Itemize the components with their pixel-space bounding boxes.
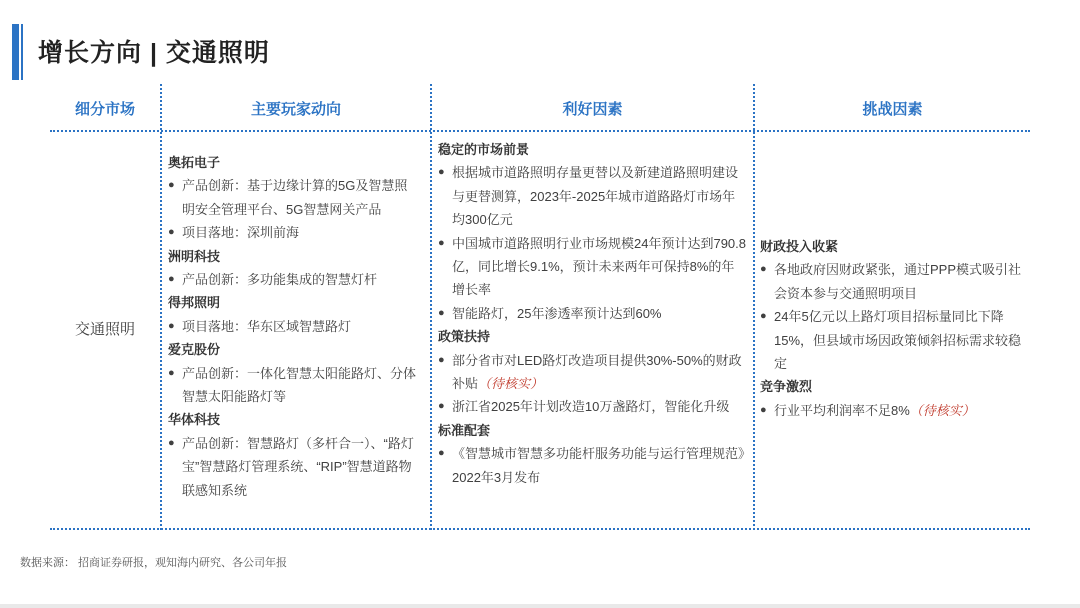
- company-name: 奥拓电子: [168, 155, 221, 170]
- list-item-text: 根据城市道路照明存量更替以及新建道路照明建设与更替测算，2023年-2025年城市道路路灯市场年均300亿元: [452, 165, 739, 228]
- list-item: [168, 221, 420, 244]
- bullet-icon: ●: [168, 436, 175, 449]
- favorable-cell: [438, 138, 746, 489]
- list-item: [438, 349, 746, 396]
- bullet-icon: ●: [168, 226, 175, 239]
- list-item-text: 项目落地：深圳前海: [182, 225, 300, 241]
- list-item-text: 产品创新：基于边缘计算的5G及智慧照明安全管理平台、5G智慧网关产品: [182, 178, 408, 217]
- footer-divider: [0, 604, 1080, 608]
- list-item-text: 浙江省2025年计划改造10万盏路灯，智能化升级: [452, 399, 730, 415]
- players-cell: [168, 151, 420, 502]
- column-header-challenges: 挑战因素: [862, 101, 923, 118]
- list-item: [168, 268, 420, 291]
- company-name: 洲明科技: [168, 248, 221, 264]
- list-item-text: 产品创新：智慧路灯（多杆合一）、“路灯宝”智慧路灯管理系统、“RIP”智慧道路物联感知系统: [182, 435, 414, 498]
- section-heading: 政策扶持: [438, 329, 491, 345]
- list-item-text: 产品创新：多功能集成的智慧灯杆: [182, 272, 378, 288]
- list-item-text: 《智慧城市智慧多功能杆服务功能与运行管理规范》2022年3月发布: [452, 446, 745, 485]
- list-item: [438, 395, 746, 418]
- list-item: [168, 432, 420, 502]
- list-item: [438, 161, 746, 231]
- list-item: [760, 258, 1025, 305]
- column-divider: [430, 84, 432, 530]
- list-item: [438, 232, 746, 302]
- list-item: [168, 174, 420, 221]
- list-item-text: 24年5亿元以上路灯项目招标量同比下降15%，但县域市场因政策倾斜招标需求较稳定: [774, 309, 1022, 372]
- bullet-icon: ●: [438, 353, 445, 366]
- challenges-cell: [760, 235, 1025, 422]
- pending-note: （待核实）: [909, 402, 975, 418]
- bullet-icon: ●: [168, 273, 175, 286]
- list-item: [438, 302, 746, 325]
- section-heading: 财政投入收紧: [760, 239, 839, 254]
- pending-note: （待核实）: [478, 376, 544, 392]
- bullet-icon: ●: [168, 366, 175, 379]
- company-name: 得邦照明: [168, 295, 221, 311]
- list-item-text: 智能路灯，25年渗透率预计达到60%: [452, 305, 662, 321]
- list-item: [760, 399, 1025, 422]
- section-heading: 稳定的市场前景: [438, 142, 530, 157]
- section-heading: 竞争激烈: [760, 379, 813, 395]
- list-item-text: 行业平均利润率不足8%: [774, 402, 910, 418]
- company-name: 爱克股份: [168, 342, 221, 358]
- bullet-icon: ●: [438, 166, 445, 179]
- page-title: 增长方向 | 交通照明: [38, 39, 270, 67]
- list-item-text: 项目落地：华东区域智慧路灯: [182, 318, 352, 334]
- comparison-table: [50, 84, 1030, 530]
- column-divider: [753, 84, 755, 530]
- list-item: [168, 315, 420, 338]
- data-source-note: 数据来源： 招商证券研报，观知海内研究、各公司年报: [20, 557, 288, 569]
- bullet-icon: ●: [760, 403, 767, 416]
- bullet-icon: ●: [168, 179, 175, 192]
- bullet-icon: ●: [438, 447, 445, 460]
- title-accent-bar-thin: [21, 24, 23, 80]
- list-item-text: 产品创新：一体化智慧太阳能路灯、分体智慧太阳能路灯等: [182, 365, 417, 405]
- list-item: [760, 305, 1025, 375]
- bullet-icon: ●: [438, 236, 445, 249]
- list-item-text: 部分省市对LED路灯改造项目提供30%-50%的财政补贴: [452, 352, 742, 392]
- table-bottom-divider: [50, 528, 1030, 530]
- bullet-icon: ●: [168, 319, 175, 332]
- segment-label: 交通照明: [74, 321, 135, 338]
- bullet-icon: ●: [438, 306, 445, 319]
- column-header-players: 主要玩家动向: [250, 101, 341, 118]
- company-name: 华体科技: [168, 412, 221, 428]
- column-header-favorable: 利好因素: [562, 101, 623, 118]
- header-divider: [50, 130, 1030, 132]
- list-item-text: 各地政府因财政紧张，通过PPP模式吸引社会资本参与交通照明项目: [774, 262, 1022, 301]
- bullet-icon: ●: [760, 310, 767, 323]
- list-item: [438, 442, 746, 489]
- bullet-icon: ●: [438, 400, 445, 413]
- column-divider: [160, 84, 162, 530]
- section-heading: 标准配套: [438, 422, 491, 438]
- column-header-segment: 细分市场: [74, 101, 135, 118]
- bullet-icon: ●: [760, 263, 767, 276]
- title-accent-bar: [12, 24, 19, 80]
- list-item-text: 中国城市道路照明行业市场规模24年预计达到790.8亿，同比增长9.1%，预计未来两年可保持8%的年增长率: [452, 235, 746, 298]
- list-item: [168, 362, 420, 409]
